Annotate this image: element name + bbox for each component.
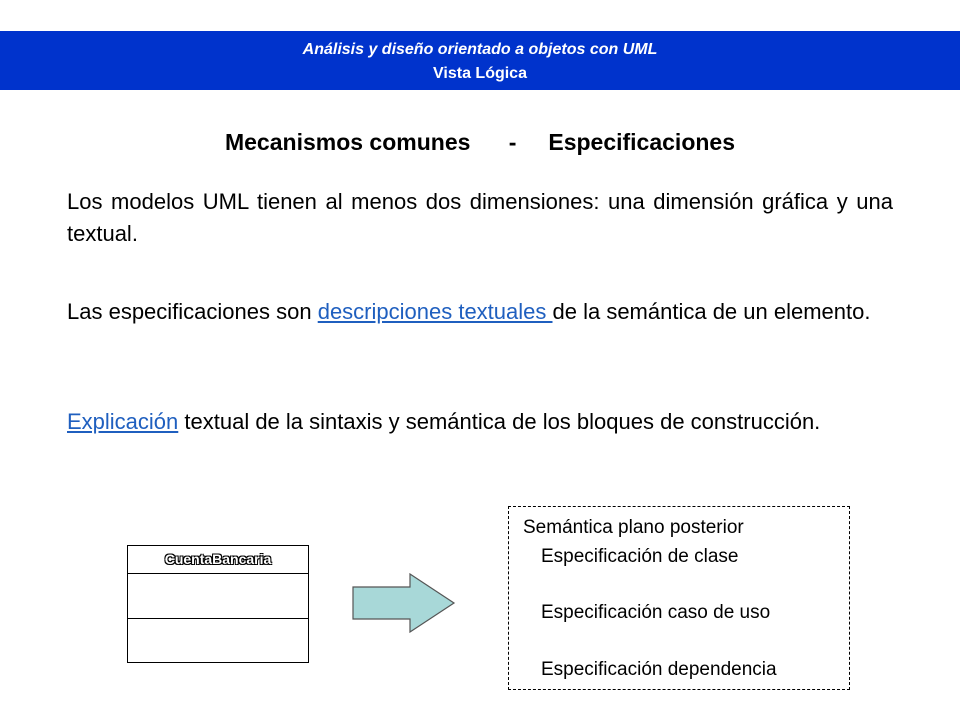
spec-item-clase: Especificación de clase — [541, 546, 739, 567]
header-subtitle: Vista Lógica — [433, 65, 527, 82]
uml-attributes-compartment — [128, 574, 308, 619]
paragraph-explanation-text-after: textual de la sintaxis y semántica de los bloques de construcción. — [178, 409, 821, 434]
specifications-box — [508, 506, 850, 690]
paragraph-specifications-text-after: de la semántica de un elemento. — [552, 299, 871, 324]
uml-operations-compartment — [128, 619, 308, 662]
uml-class-box — [127, 545, 309, 663]
right-arrow-icon — [352, 573, 456, 633]
uml-class-name: CuentaBancaria — [128, 546, 308, 574]
spec-item-dependencia: Especificación dependencia — [541, 659, 777, 680]
spec-box-title: Semántica plano posterior — [523, 517, 744, 538]
paragraph-dimensions: Los modelos UML tienen al menos dos dimensiones: una dimensión gráfica y una textual. — [67, 189, 893, 246]
header-banner — [0, 31, 960, 90]
header-title: Análisis y diseño orientado a objetos con UML — [302, 41, 658, 58]
paragraph-explanation — [67, 406, 893, 438]
paragraph-specifications-text-before: Las especificaciones son — [67, 299, 318, 324]
slide-title: Mecanismos comunes - Especificaciones — [224, 129, 736, 155]
right-arrow-shape — [353, 574, 454, 632]
explicacion-link[interactable]: Explicación — [67, 409, 179, 434]
spec-item-caso-de-uso: Especificación caso de uso — [541, 602, 771, 623]
paragraph-specifications — [67, 296, 893, 328]
descripciones-textuales-link[interactable]: descripciones textuales — [317, 299, 553, 324]
